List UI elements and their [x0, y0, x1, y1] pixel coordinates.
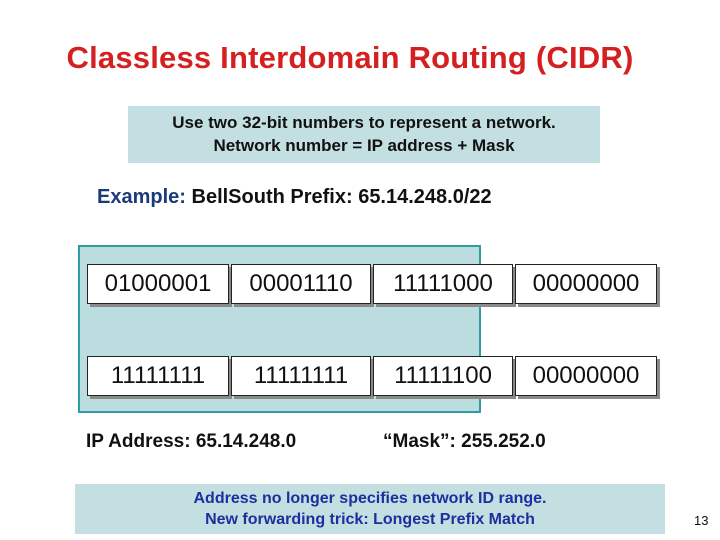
- example-line: [97, 186, 492, 209]
- intro-box: [128, 106, 600, 163]
- example-text: BellSouth Prefix: 65.14.248.0/22: [191, 186, 492, 208]
- ip-octet-4: 00000000: [515, 264, 657, 304]
- mask-binary-row: [87, 356, 659, 396]
- note-line-2: New forwarding trick: Longest Prefix Match: [205, 511, 535, 528]
- mask-octet-4: 00000000: [515, 356, 657, 396]
- mask-octet-2: 11111111: [231, 356, 371, 396]
- note-box: [75, 484, 665, 534]
- ip-address-label: IP Address: 65.14.248.0: [86, 431, 297, 452]
- mask-label: “Mask”: 255.252.0: [383, 431, 546, 452]
- intro-line-1: Use two 32-bit numbers to represent a network.: [172, 113, 556, 132]
- mask-octet-3: 11111100: [373, 356, 513, 396]
- ip-binary-row: [87, 264, 659, 304]
- slide-title: Classless Interdomain Routing (CIDR): [66, 40, 634, 75]
- page-number: 13: [694, 513, 709, 528]
- ip-octet-1: 01000001: [87, 264, 229, 304]
- mask-octet-1: 11111111: [87, 356, 229, 396]
- ip-octet-3: 11111000: [373, 264, 513, 304]
- intro-line-2: Network number = IP address + Mask: [213, 136, 515, 155]
- note-line-1: Address no longer specifies network ID range.: [193, 490, 547, 507]
- example-label: Example:: [97, 186, 186, 208]
- ip-octet-2: 00001110: [231, 264, 371, 304]
